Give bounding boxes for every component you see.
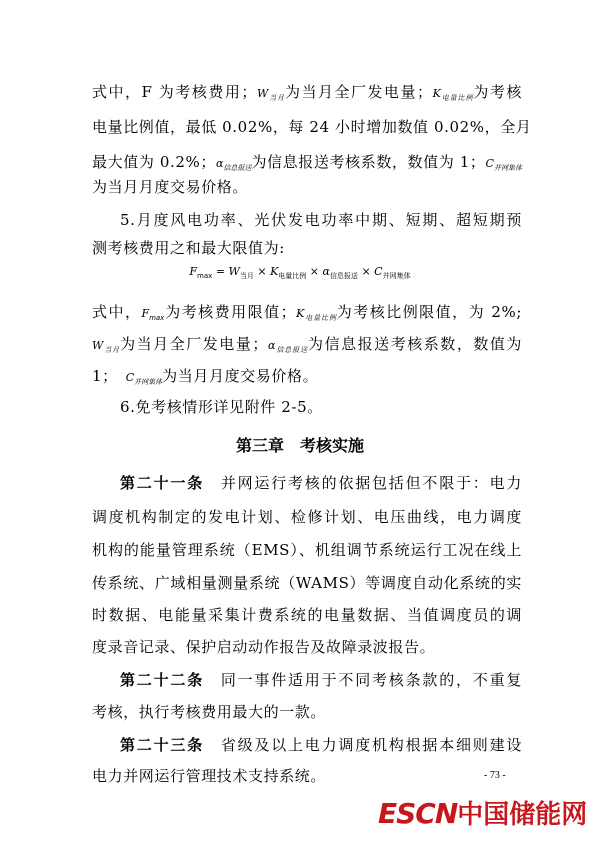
- symbol-k-ratio: $K_{电量比例}$: [296, 307, 337, 322]
- chapter-title: 第三章 考核实施: [235, 436, 364, 455]
- article23-line1: [120, 735, 522, 755]
- symbol-k-ratio: $K_{电量比例}$: [432, 87, 474, 102]
- article-label: 第二十三条: [120, 736, 204, 754]
- para1-line3: [92, 152, 522, 178]
- text-segment: 为考核费用限值；: [164, 303, 297, 321]
- symbol-fmax: $F_{max}$: [141, 307, 165, 322]
- item5-line2: 测考核费用之和最大限值为:: [92, 239, 285, 257]
- text-segment: 同一事件适用于不同考核条款的，不重复: [220, 671, 522, 689]
- text-segment: 为考核: [473, 83, 522, 101]
- para2-line1: [92, 302, 522, 328]
- article22-line1: [120, 670, 522, 690]
- article23-line2: 电力并网运行管理技术支持系统。: [92, 767, 327, 785]
- text-segment: 最大值为 0.2%；: [92, 153, 216, 171]
- item6-line: 6.免考核情形详见附件 2-5。: [120, 398, 323, 416]
- text-segment: 为信息报送考核系数，数值为 1；: [251, 153, 486, 171]
- para1-line2: 电量比例值，最低 0.02%，每 24 小时增加数值 0.02%，全月: [92, 118, 532, 136]
- article21-line3: 机构的能量管理系统（EMS）、机组调节系统运行工况在线上: [92, 541, 522, 559]
- para2-line2: [92, 334, 522, 360]
- article21-line4: 传系统、广域相量测量系统（WAMS）等调度自动化系统的实: [92, 574, 522, 592]
- para1-line4: 为当月月度交易价格。: [92, 178, 249, 196]
- text-segment: 式中，: [92, 303, 142, 321]
- text-segment: 并网运行考核的依据包括但不限于：电力: [220, 474, 522, 492]
- article-label: 第二十二条: [120, 671, 204, 689]
- watermark-latin: ESCN: [378, 797, 458, 830]
- text-segment: 为信息报送考核系数，数值为: [308, 335, 523, 353]
- formula-fmax: $F_{max} = W_{当月} \times K_{电量比例} \times \alpha_{信息报送} \times C_{并网集体}$: [189, 265, 411, 280]
- symbol-c-grid: $C_{并网集体}$: [125, 371, 163, 386]
- text-segment: 为当月全厂发电量；: [284, 83, 433, 101]
- text-segment: 式中，F 为考核费用；: [92, 83, 257, 101]
- symbol-alpha-info: $\alpha_{信息报送}$: [267, 339, 309, 354]
- symbol-alpha-info: $\alpha_{信息报送}$: [215, 157, 252, 172]
- para1-line1: [92, 82, 522, 108]
- para2-line3: [92, 366, 522, 392]
- article-label: 第二十一条: [120, 474, 204, 492]
- symbol-c-grid: $C_{并网集体}$: [485, 157, 522, 172]
- article21-line1: [120, 473, 522, 493]
- text-segment: 省级及以上电力调度机构根据本细则建设: [220, 736, 522, 754]
- article21-line5: 时数据、电能量采集计费系统的电量数据、当值调度员的调: [92, 606, 522, 624]
- symbol-w-month: $W_{当月}$: [256, 87, 285, 102]
- symbol-w-month: $W_{当月}$: [92, 339, 121, 354]
- escn-watermark-logo: [378, 794, 587, 831]
- page-number: - 73 -: [484, 770, 506, 781]
- watermark-cjk: 中国储能网: [457, 800, 588, 830]
- text-segment: 1；: [92, 367, 118, 385]
- article22-line2: 考核，执行考核费用最大的一款。: [92, 703, 327, 721]
- article21-line2: 调度机构制定的发电计划、检修计划、电压曲线，电力调度: [92, 508, 522, 526]
- text-segment: 为当月全厂发电量；: [120, 335, 268, 353]
- article21-line6: 度录音记录、保护启动动作报告及故障录波报告。: [92, 638, 436, 656]
- text-segment: 为考核比例限值，为 2%;: [336, 303, 522, 321]
- item5-line1: 5.月度风电功率、光伏发电功率中期、短期、超短期预: [120, 211, 522, 229]
- text-segment: 为当月月度交易价格。: [162, 367, 319, 385]
